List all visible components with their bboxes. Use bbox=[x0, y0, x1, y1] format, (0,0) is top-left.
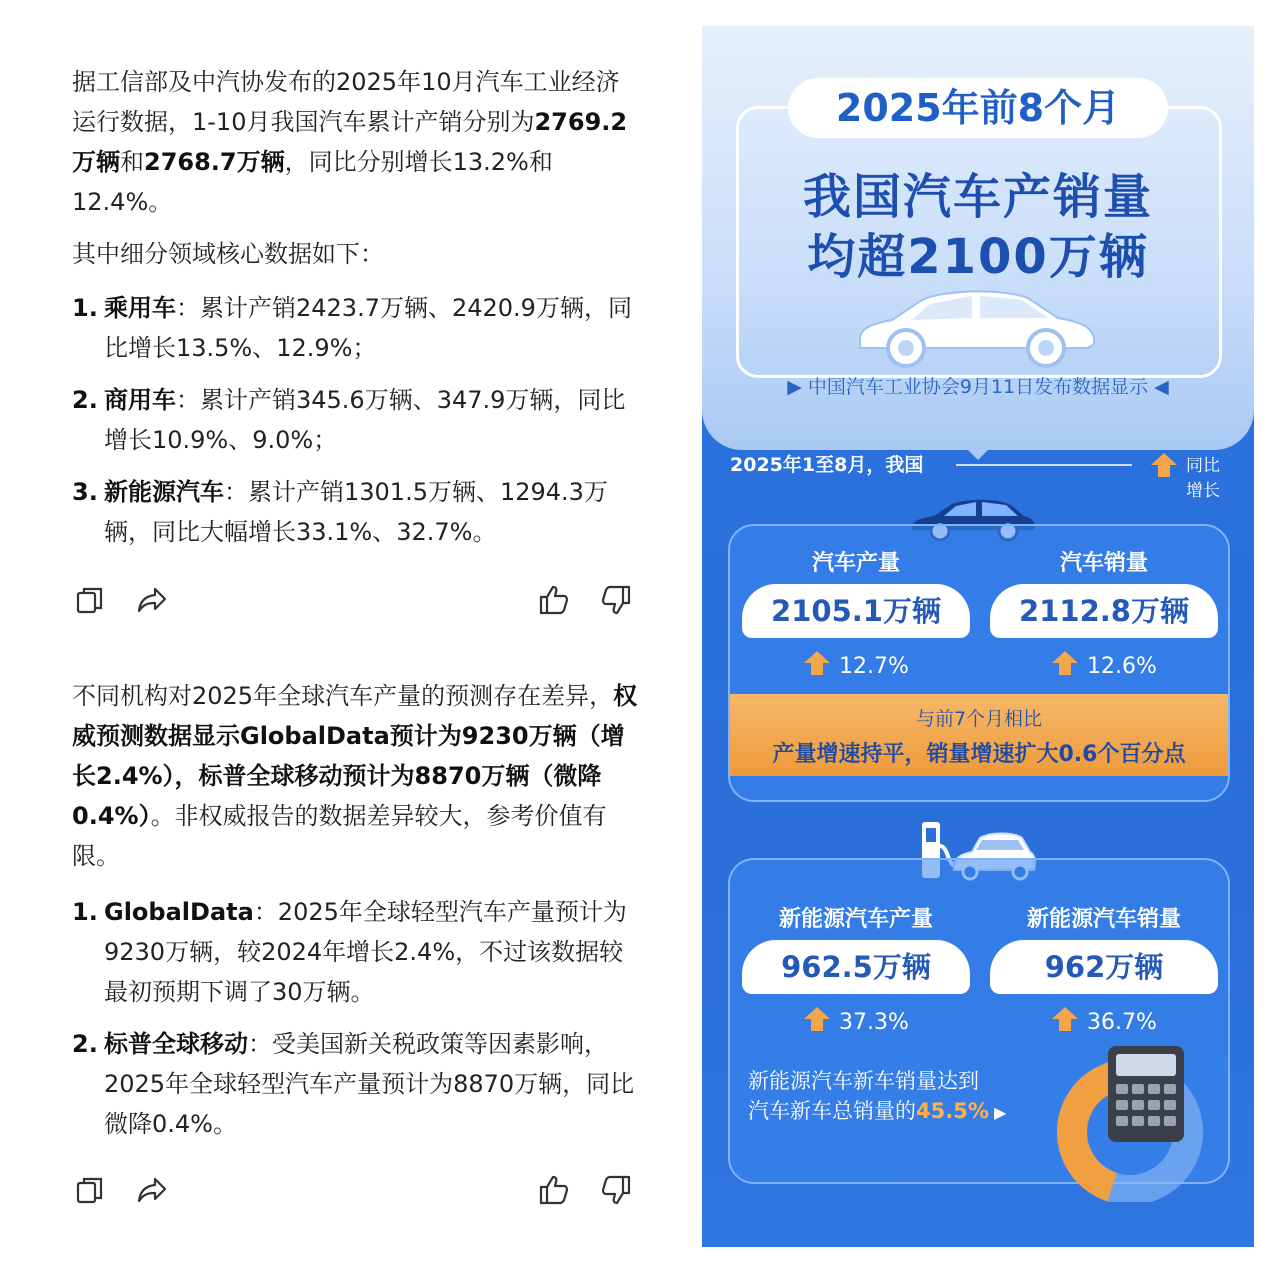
nev-share-text: 新能源汽车新车销量达到 汽车新车总销量的45.5% ▶ bbox=[748, 1069, 1007, 1123]
answer2-action-bar bbox=[72, 1172, 638, 1212]
thumbs-up-icon[interactable] bbox=[536, 582, 572, 618]
section-header: 2025年1至8月，我国 同比增长 bbox=[730, 450, 1230, 480]
nev-share-percent: 45.5% bbox=[916, 1099, 989, 1123]
sedan-car-icon bbox=[852, 284, 1102, 370]
copy-icon[interactable] bbox=[72, 1172, 108, 1208]
list-item: 1. 乘用车：累计产销2423.7万辆、2420.9万辆，同比增长13.5%、12.9%； bbox=[72, 294, 632, 362]
auto-sales-value: 2112.8万辆 bbox=[990, 584, 1218, 638]
answer1-action-bar bbox=[72, 582, 638, 622]
list-item: 1. GlobalData：2025年全球轻型汽车产量预计为9230万辆，较2024年增长2.4%，不过该数据较最初预期下调了30万辆。 bbox=[72, 898, 627, 1006]
copy-icon[interactable] bbox=[72, 582, 108, 618]
nev-sales-value: 962万辆 bbox=[990, 940, 1218, 994]
nev-sales-growth: 36.7% bbox=[990, 1006, 1218, 1035]
answer2-intro: 不同机构对2025年全球汽车产量的预测存在差异，权威预测数据显示GlobalData预计为9230万辆（增长2.4%），标普全球移动预计为8870万辆（微降0.4%）。非权威报告的数据差异较大，参考价值有限。 bbox=[72, 682, 638, 870]
thumbs-down-icon[interactable] bbox=[598, 1172, 634, 1208]
answer1-list bbox=[72, 288, 638, 564]
legend-label: 同比增长 bbox=[1186, 456, 1220, 501]
answer2-list bbox=[72, 892, 638, 1156]
divider bbox=[956, 464, 1132, 466]
up-arrow-icon bbox=[803, 650, 831, 676]
up-arrow-icon bbox=[803, 1006, 831, 1032]
poster-headline-line2: 均超2100万辆 bbox=[807, 229, 1149, 285]
answer1-sub-intro: 其中细分领域核心数据如下： bbox=[72, 240, 384, 268]
thumbs-down-icon[interactable] bbox=[598, 582, 634, 618]
source-note: ▶ 中国汽车工业协会9月11日发布数据显示 ◀ bbox=[787, 376, 1169, 398]
up-arrow-icon bbox=[1051, 1006, 1079, 1032]
comparison-banner: 与前7个月相比 产量增速持平，销量增速扩大0.6个百分点 bbox=[730, 694, 1228, 776]
nev-production-value: 962.5万辆 bbox=[742, 940, 970, 994]
share-icon[interactable] bbox=[134, 582, 170, 618]
poster-headline-line1: 我国汽车产销量 bbox=[802, 169, 1153, 225]
calculator-icon bbox=[1106, 1044, 1186, 1144]
auto-sales-growth: 12.6% bbox=[990, 650, 1218, 679]
answer1-intro: 据工信部及中汽协发布的2025年10月汽车工业经济运行数据，1-10月我国汽车累计产销分别为2769.2万辆和2768.7万辆，同比分别增长13.2%和12.4%。 bbox=[72, 68, 628, 216]
up-arrow-icon bbox=[1150, 452, 1178, 478]
list-item: 3. 新能源汽车：累计产销1301.5万辆、1294.3万辆，同比大幅增长33.1%、32.7%。 bbox=[72, 478, 608, 546]
nev-stats-card: 新能源汽车产量 962.5万辆 37.3% 新能源汽车销量 962万辆 36.7% bbox=[728, 858, 1230, 1184]
auto-production-growth: 12.7% bbox=[742, 650, 970, 679]
infographic-poster bbox=[702, 26, 1254, 1247]
auto-production-value: 2105.1万辆 bbox=[742, 584, 970, 638]
poster-title-pill: 2025年前8个月 bbox=[788, 78, 1168, 138]
list-item: 2. 标普全球移动：受美国新关税政策等因素影响，2025年全球轻型汽车产量预计为8870万辆，同比微降0.4%。 bbox=[72, 1030, 635, 1138]
list-item: 2. 商用车：累计产销345.6万辆、347.9万辆，同比增长10.9%、9.0%； bbox=[72, 386, 626, 454]
up-arrow-icon bbox=[1051, 650, 1079, 676]
share-icon[interactable] bbox=[134, 1172, 170, 1208]
nev-production-growth: 37.3% bbox=[742, 1006, 970, 1035]
auto-stats-card: 汽车产量 2105.1万辆 12.7% 汽车销量 2112.8万辆 12.6% 与前7个月相比 产量增速持平，销量增速扩大0.6个百分点 bbox=[728, 524, 1230, 802]
thumbs-up-icon[interactable] bbox=[536, 1172, 572, 1208]
